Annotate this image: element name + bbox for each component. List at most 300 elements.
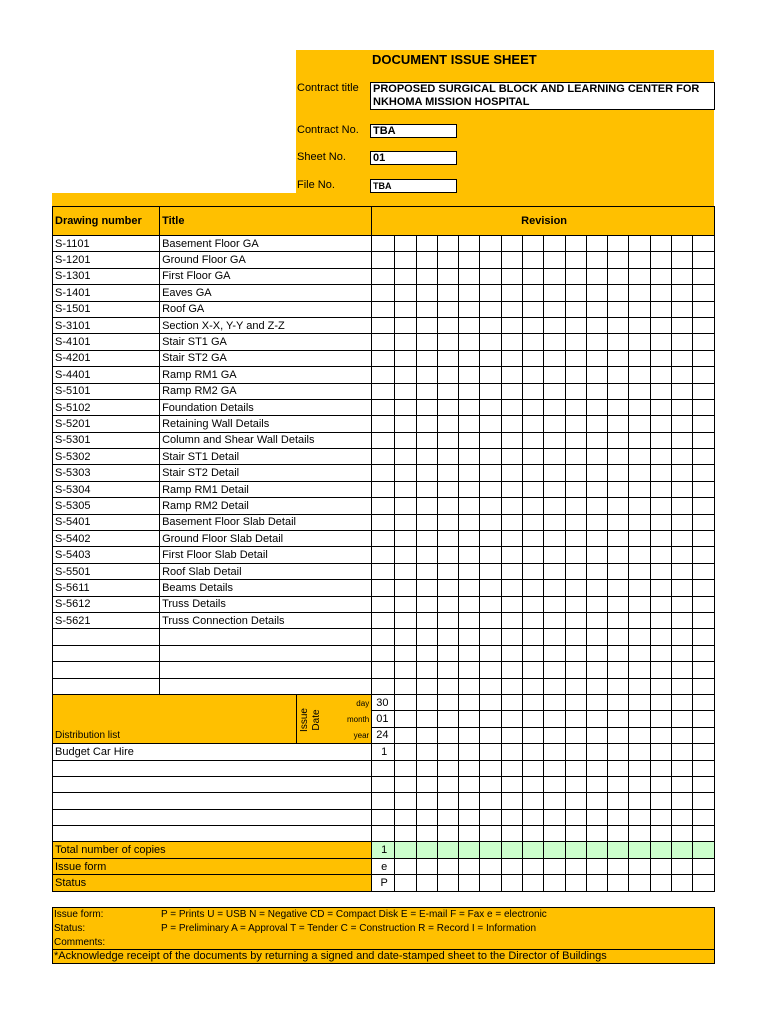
revision-cell[interactable] bbox=[459, 694, 480, 710]
revision-cell[interactable] bbox=[437, 399, 458, 415]
revision-cell[interactable] bbox=[608, 236, 629, 252]
revision-cell[interactable] bbox=[522, 694, 543, 710]
revision-cell[interactable] bbox=[650, 531, 671, 547]
revision-cell[interactable] bbox=[586, 465, 607, 481]
revision-cell[interactable] bbox=[459, 875, 480, 891]
revision-cell[interactable] bbox=[629, 252, 650, 268]
revision-cell[interactable] bbox=[608, 449, 629, 465]
copies-cell[interactable] bbox=[372, 809, 395, 825]
revision-cell[interactable] bbox=[480, 596, 501, 612]
revision-cell[interactable] bbox=[501, 711, 522, 727]
revision-cell[interactable] bbox=[544, 711, 565, 727]
revision-cell[interactable] bbox=[372, 285, 395, 301]
revision-cell[interactable] bbox=[544, 809, 565, 825]
revision-cell[interactable] bbox=[372, 547, 395, 563]
revision-cell[interactable] bbox=[629, 317, 650, 333]
revision-cell[interactable] bbox=[522, 596, 543, 612]
revision-cell[interactable] bbox=[437, 416, 458, 432]
revision-cell[interactable] bbox=[565, 481, 586, 497]
revision-cell[interactable] bbox=[501, 727, 522, 743]
revision-cell[interactable] bbox=[608, 711, 629, 727]
revision-cell[interactable] bbox=[480, 531, 501, 547]
revision-cell[interactable] bbox=[522, 350, 543, 366]
revision-cell[interactable] bbox=[586, 416, 607, 432]
revision-cell[interactable] bbox=[395, 694, 416, 710]
revision-cell[interactable] bbox=[480, 612, 501, 628]
revision-cell[interactable] bbox=[544, 301, 565, 317]
revision-cell[interactable] bbox=[416, 252, 437, 268]
revision-cell[interactable] bbox=[522, 809, 543, 825]
revision-cell[interactable] bbox=[565, 809, 586, 825]
revision-cell[interactable] bbox=[437, 678, 458, 694]
revision-cell[interactable] bbox=[395, 760, 416, 776]
revision-cell[interactable] bbox=[522, 875, 543, 891]
revision-cell[interactable] bbox=[437, 481, 458, 497]
revision-cell[interactable] bbox=[672, 449, 693, 465]
revision-cell[interactable] bbox=[672, 367, 693, 383]
revision-cell[interactable] bbox=[416, 465, 437, 481]
revision-cell[interactable] bbox=[629, 645, 650, 661]
revision-cell[interactable] bbox=[629, 662, 650, 678]
revision-cell[interactable] bbox=[416, 662, 437, 678]
copies-cell[interactable] bbox=[372, 793, 395, 809]
revision-cell[interactable] bbox=[693, 449, 715, 465]
revision-cell[interactable] bbox=[672, 334, 693, 350]
revision-cell[interactable] bbox=[565, 449, 586, 465]
revision-cell[interactable] bbox=[522, 612, 543, 628]
revision-cell[interactable] bbox=[395, 629, 416, 645]
revision-cell[interactable] bbox=[693, 498, 715, 514]
revision-cell[interactable] bbox=[586, 875, 607, 891]
revision-cell[interactable] bbox=[522, 498, 543, 514]
revision-cell[interactable] bbox=[586, 760, 607, 776]
revision-cell[interactable] bbox=[544, 612, 565, 628]
revision-cell[interactable] bbox=[544, 317, 565, 333]
revision-cell[interactable] bbox=[608, 809, 629, 825]
revision-cell[interactable] bbox=[565, 268, 586, 284]
revision-cell[interactable] bbox=[672, 629, 693, 645]
revision-cell[interactable] bbox=[672, 678, 693, 694]
revision-cell[interactable] bbox=[522, 301, 543, 317]
revision-cell[interactable] bbox=[586, 334, 607, 350]
revision-cell[interactable] bbox=[544, 449, 565, 465]
revision-cell[interactable] bbox=[395, 285, 416, 301]
revision-cell[interactable] bbox=[544, 252, 565, 268]
revision-cell[interactable] bbox=[522, 399, 543, 415]
revision-cell[interactable] bbox=[693, 383, 715, 399]
revision-cell[interactable] bbox=[416, 301, 437, 317]
revision-cell[interactable] bbox=[693, 875, 715, 891]
revision-cell[interactable] bbox=[395, 531, 416, 547]
revision-cell[interactable] bbox=[522, 662, 543, 678]
revision-cell[interactable] bbox=[459, 678, 480, 694]
revision-cell[interactable] bbox=[565, 334, 586, 350]
revision-cell[interactable] bbox=[565, 350, 586, 366]
revision-cell[interactable] bbox=[501, 301, 522, 317]
revision-cell[interactable] bbox=[586, 694, 607, 710]
revision-cell[interactable] bbox=[501, 236, 522, 252]
revision-cell[interactable] bbox=[437, 563, 458, 579]
revision-cell[interactable] bbox=[693, 744, 715, 760]
revision-cell[interactable] bbox=[501, 629, 522, 645]
revision-cell[interactable] bbox=[480, 744, 501, 760]
revision-cell[interactable] bbox=[650, 301, 671, 317]
revision-cell[interactable] bbox=[501, 612, 522, 628]
revision-cell[interactable] bbox=[395, 875, 416, 891]
revision-cell[interactable] bbox=[437, 432, 458, 448]
revision-cell[interactable] bbox=[416, 498, 437, 514]
revision-cell[interactable] bbox=[629, 268, 650, 284]
revision-cell[interactable] bbox=[629, 481, 650, 497]
revision-cell[interactable] bbox=[501, 432, 522, 448]
revision-cell[interactable] bbox=[608, 875, 629, 891]
revision-cell[interactable] bbox=[650, 317, 671, 333]
revision-cell[interactable] bbox=[565, 826, 586, 842]
revision-cell[interactable] bbox=[650, 809, 671, 825]
revision-cell[interactable] bbox=[437, 760, 458, 776]
revision-cell[interactable] bbox=[480, 514, 501, 530]
revision-cell[interactable] bbox=[650, 236, 671, 252]
revision-cell[interactable] bbox=[608, 793, 629, 809]
revision-cell[interactable] bbox=[372, 514, 395, 530]
revision-cell[interactable] bbox=[629, 612, 650, 628]
sheet-no-field[interactable]: 01 bbox=[370, 151, 457, 165]
revision-cell[interactable] bbox=[372, 662, 395, 678]
revision-cell[interactable] bbox=[565, 612, 586, 628]
revision-cell[interactable] bbox=[650, 694, 671, 710]
revision-cell[interactable] bbox=[459, 645, 480, 661]
revision-cell[interactable] bbox=[650, 826, 671, 842]
revision-cell[interactable] bbox=[608, 694, 629, 710]
revision-cell[interactable] bbox=[672, 514, 693, 530]
copies-cell[interactable] bbox=[372, 776, 395, 792]
revision-cell[interactable] bbox=[608, 776, 629, 792]
revision-cell[interactable] bbox=[608, 547, 629, 563]
copies-cell[interactable] bbox=[372, 760, 395, 776]
revision-cell[interactable] bbox=[522, 481, 543, 497]
revision-cell[interactable] bbox=[693, 612, 715, 628]
revision-cell[interactable] bbox=[416, 350, 437, 366]
revision-cell[interactable] bbox=[544, 776, 565, 792]
revision-cell[interactable] bbox=[437, 285, 458, 301]
revision-cell[interactable] bbox=[416, 842, 437, 858]
revision-cell[interactable] bbox=[437, 317, 458, 333]
revision-cell[interactable] bbox=[501, 842, 522, 858]
revision-cell[interactable] bbox=[608, 301, 629, 317]
revision-cell[interactable] bbox=[372, 252, 395, 268]
revision-cell[interactable] bbox=[395, 645, 416, 661]
revision-cell[interactable] bbox=[372, 367, 395, 383]
revision-cell[interactable] bbox=[501, 285, 522, 301]
revision-cell[interactable] bbox=[416, 285, 437, 301]
revision-cell[interactable] bbox=[416, 727, 437, 743]
revision-cell[interactable] bbox=[395, 317, 416, 333]
revision-cell[interactable] bbox=[459, 383, 480, 399]
revision-cell[interactable] bbox=[501, 662, 522, 678]
revision-cell[interactable] bbox=[372, 580, 395, 596]
revision-cell[interactable] bbox=[501, 350, 522, 366]
revision-cell[interactable] bbox=[629, 580, 650, 596]
revision-cell[interactable] bbox=[372, 399, 395, 415]
revision-cell[interactable] bbox=[480, 465, 501, 481]
revision-cell[interactable] bbox=[629, 596, 650, 612]
revision-cell[interactable] bbox=[395, 678, 416, 694]
revision-cell[interactable] bbox=[437, 236, 458, 252]
revision-cell[interactable] bbox=[693, 350, 715, 366]
revision-cell[interactable] bbox=[437, 383, 458, 399]
revision-cell[interactable] bbox=[459, 711, 480, 727]
revision-cell[interactable] bbox=[395, 563, 416, 579]
revision-cell[interactable] bbox=[480, 580, 501, 596]
revision-cell[interactable] bbox=[672, 875, 693, 891]
revision-cell[interactable] bbox=[544, 399, 565, 415]
revision-cell[interactable] bbox=[586, 449, 607, 465]
revision-cell[interactable] bbox=[565, 236, 586, 252]
revision-cell[interactable] bbox=[672, 416, 693, 432]
revision-cell[interactable] bbox=[650, 449, 671, 465]
revision-cell[interactable] bbox=[693, 645, 715, 661]
revision-cell[interactable] bbox=[650, 383, 671, 399]
revision-cell[interactable] bbox=[501, 645, 522, 661]
revision-cell[interactable] bbox=[480, 498, 501, 514]
revision-cell[interactable] bbox=[437, 350, 458, 366]
revision-cell[interactable] bbox=[416, 367, 437, 383]
revision-cell[interactable] bbox=[565, 367, 586, 383]
revision-cell[interactable] bbox=[544, 596, 565, 612]
revision-cell[interactable] bbox=[416, 317, 437, 333]
revision-cell[interactable] bbox=[459, 432, 480, 448]
revision-cell[interactable] bbox=[544, 727, 565, 743]
month-value-cell[interactable]: 01 bbox=[372, 711, 395, 727]
revision-cell[interactable] bbox=[565, 317, 586, 333]
revision-cell[interactable] bbox=[501, 826, 522, 842]
revision-cell[interactable] bbox=[522, 629, 543, 645]
revision-cell[interactable] bbox=[501, 744, 522, 760]
revision-cell[interactable] bbox=[372, 629, 395, 645]
revision-cell[interactable] bbox=[459, 465, 480, 481]
revision-cell[interactable] bbox=[437, 875, 458, 891]
revision-cell[interactable] bbox=[480, 858, 501, 874]
revision-cell[interactable] bbox=[672, 383, 693, 399]
revision-cell[interactable] bbox=[416, 776, 437, 792]
revision-cell[interactable] bbox=[480, 662, 501, 678]
revision-cell[interactable] bbox=[459, 727, 480, 743]
revision-cell[interactable] bbox=[650, 481, 671, 497]
revision-cell[interactable] bbox=[672, 760, 693, 776]
revision-cell[interactable] bbox=[544, 662, 565, 678]
revision-cell[interactable] bbox=[608, 481, 629, 497]
revision-cell[interactable] bbox=[565, 694, 586, 710]
revision-cell[interactable] bbox=[586, 842, 607, 858]
revision-cell[interactable] bbox=[693, 236, 715, 252]
revision-cell[interactable] bbox=[650, 760, 671, 776]
revision-cell[interactable] bbox=[480, 563, 501, 579]
revision-cell[interactable] bbox=[544, 481, 565, 497]
revision-cell[interactable] bbox=[650, 612, 671, 628]
revision-cell[interactable] bbox=[565, 563, 586, 579]
revision-cell[interactable] bbox=[395, 580, 416, 596]
revision-cell[interactable] bbox=[395, 547, 416, 563]
revision-cell[interactable] bbox=[544, 465, 565, 481]
revision-cell[interactable] bbox=[544, 514, 565, 530]
revision-cell[interactable] bbox=[586, 383, 607, 399]
revision-cell[interactable] bbox=[672, 481, 693, 497]
revision-cell[interactable] bbox=[416, 383, 437, 399]
revision-cell[interactable] bbox=[608, 858, 629, 874]
revision-cell[interactable] bbox=[544, 350, 565, 366]
revision-cell[interactable] bbox=[372, 612, 395, 628]
revision-cell[interactable] bbox=[565, 629, 586, 645]
revision-cell[interactable] bbox=[544, 432, 565, 448]
revision-cell[interactable] bbox=[372, 596, 395, 612]
revision-cell[interactable] bbox=[650, 629, 671, 645]
revision-cell[interactable] bbox=[501, 563, 522, 579]
revision-cell[interactable] bbox=[672, 399, 693, 415]
revision-cell[interactable] bbox=[693, 317, 715, 333]
revision-cell[interactable] bbox=[629, 547, 650, 563]
revision-cell[interactable] bbox=[629, 301, 650, 317]
revision-cell[interactable] bbox=[565, 711, 586, 727]
revision-cell[interactable] bbox=[693, 514, 715, 530]
revision-cell[interactable] bbox=[672, 252, 693, 268]
revision-cell[interactable] bbox=[459, 612, 480, 628]
revision-cell[interactable] bbox=[416, 629, 437, 645]
revision-cell[interactable] bbox=[608, 465, 629, 481]
revision-cell[interactable] bbox=[629, 760, 650, 776]
revision-cell[interactable] bbox=[544, 826, 565, 842]
revision-cell[interactable] bbox=[693, 367, 715, 383]
revision-cell[interactable] bbox=[501, 531, 522, 547]
revision-cell[interactable] bbox=[522, 563, 543, 579]
revision-cell[interactable] bbox=[608, 826, 629, 842]
revision-cell[interactable] bbox=[459, 760, 480, 776]
revision-cell[interactable] bbox=[459, 809, 480, 825]
revision-cell[interactable] bbox=[395, 465, 416, 481]
revision-cell[interactable] bbox=[629, 875, 650, 891]
revision-cell[interactable] bbox=[437, 662, 458, 678]
revision-cell[interactable] bbox=[416, 826, 437, 842]
revision-cell[interactable] bbox=[416, 678, 437, 694]
revision-cell[interactable] bbox=[693, 580, 715, 596]
revision-cell[interactable] bbox=[416, 432, 437, 448]
revision-cell[interactable] bbox=[459, 285, 480, 301]
revision-cell[interactable] bbox=[395, 809, 416, 825]
revision-cell[interactable] bbox=[608, 645, 629, 661]
revision-cell[interactable] bbox=[608, 399, 629, 415]
revision-cell[interactable] bbox=[522, 416, 543, 432]
revision-cell[interactable] bbox=[416, 645, 437, 661]
revision-cell[interactable] bbox=[544, 367, 565, 383]
revision-cell[interactable] bbox=[501, 547, 522, 563]
revision-cell[interactable] bbox=[501, 367, 522, 383]
revision-cell[interactable] bbox=[544, 498, 565, 514]
revision-cell[interactable] bbox=[650, 793, 671, 809]
revision-cell[interactable] bbox=[395, 858, 416, 874]
revision-cell[interactable] bbox=[693, 252, 715, 268]
revision-cell[interactable] bbox=[459, 826, 480, 842]
revision-cell[interactable] bbox=[565, 776, 586, 792]
revision-cell[interactable] bbox=[459, 596, 480, 612]
contract-no-field[interactable]: TBA bbox=[370, 124, 457, 138]
revision-cell[interactable] bbox=[395, 842, 416, 858]
revision-cell[interactable] bbox=[480, 268, 501, 284]
revision-cell[interactable] bbox=[586, 432, 607, 448]
revision-cell[interactable] bbox=[480, 842, 501, 858]
revision-cell[interactable] bbox=[586, 776, 607, 792]
revision-cell[interactable] bbox=[416, 334, 437, 350]
revision-cell[interactable] bbox=[544, 842, 565, 858]
revision-cell[interactable] bbox=[650, 334, 671, 350]
revision-cell[interactable] bbox=[693, 662, 715, 678]
revision-cell[interactable] bbox=[522, 711, 543, 727]
revision-cell[interactable] bbox=[608, 629, 629, 645]
revision-cell[interactable] bbox=[416, 268, 437, 284]
revision-cell[interactable] bbox=[672, 236, 693, 252]
revision-cell[interactable] bbox=[586, 350, 607, 366]
revision-cell[interactable] bbox=[522, 465, 543, 481]
revision-cell[interactable] bbox=[586, 809, 607, 825]
revision-cell[interactable] bbox=[650, 875, 671, 891]
revision-cell[interactable] bbox=[586, 268, 607, 284]
revision-cell[interactable] bbox=[629, 449, 650, 465]
revision-cell[interactable] bbox=[416, 481, 437, 497]
revision-cell[interactable] bbox=[629, 727, 650, 743]
revision-cell[interactable] bbox=[565, 399, 586, 415]
revision-cell[interactable] bbox=[565, 645, 586, 661]
revision-cell[interactable] bbox=[693, 711, 715, 727]
revision-cell[interactable] bbox=[586, 596, 607, 612]
revision-cell[interactable] bbox=[480, 383, 501, 399]
revision-cell[interactable] bbox=[672, 662, 693, 678]
revision-cell[interactable] bbox=[437, 367, 458, 383]
revision-cell[interactable] bbox=[395, 481, 416, 497]
revision-cell[interactable] bbox=[608, 383, 629, 399]
revision-cell[interactable] bbox=[459, 662, 480, 678]
revision-cell[interactable] bbox=[629, 793, 650, 809]
revision-cell[interactable] bbox=[522, 760, 543, 776]
revision-cell[interactable] bbox=[629, 367, 650, 383]
revision-cell[interactable] bbox=[608, 678, 629, 694]
revision-cell[interactable] bbox=[650, 645, 671, 661]
revision-cell[interactable] bbox=[565, 793, 586, 809]
revision-cell[interactable] bbox=[372, 416, 395, 432]
revision-cell[interactable] bbox=[672, 809, 693, 825]
revision-cell[interactable] bbox=[672, 645, 693, 661]
revision-cell[interactable] bbox=[437, 596, 458, 612]
revision-cell[interactable] bbox=[629, 432, 650, 448]
revision-cell[interactable] bbox=[608, 432, 629, 448]
revision-cell[interactable] bbox=[608, 416, 629, 432]
revision-cell[interactable] bbox=[459, 842, 480, 858]
revision-cell[interactable] bbox=[501, 416, 522, 432]
revision-cell[interactable] bbox=[459, 416, 480, 432]
revision-cell[interactable] bbox=[459, 449, 480, 465]
revision-cell[interactable] bbox=[672, 498, 693, 514]
revision-cell[interactable] bbox=[586, 317, 607, 333]
revision-cell[interactable] bbox=[693, 481, 715, 497]
status-value-cell[interactable]: P bbox=[372, 875, 395, 891]
revision-cell[interactable] bbox=[395, 301, 416, 317]
revision-cell[interactable] bbox=[693, 678, 715, 694]
revision-cell[interactable] bbox=[629, 629, 650, 645]
revision-cell[interactable] bbox=[372, 531, 395, 547]
revision-cell[interactable] bbox=[586, 498, 607, 514]
revision-cell[interactable] bbox=[501, 760, 522, 776]
revision-cell[interactable] bbox=[608, 744, 629, 760]
revision-cell[interactable] bbox=[608, 531, 629, 547]
revision-cell[interactable] bbox=[437, 826, 458, 842]
revision-cell[interactable] bbox=[586, 367, 607, 383]
